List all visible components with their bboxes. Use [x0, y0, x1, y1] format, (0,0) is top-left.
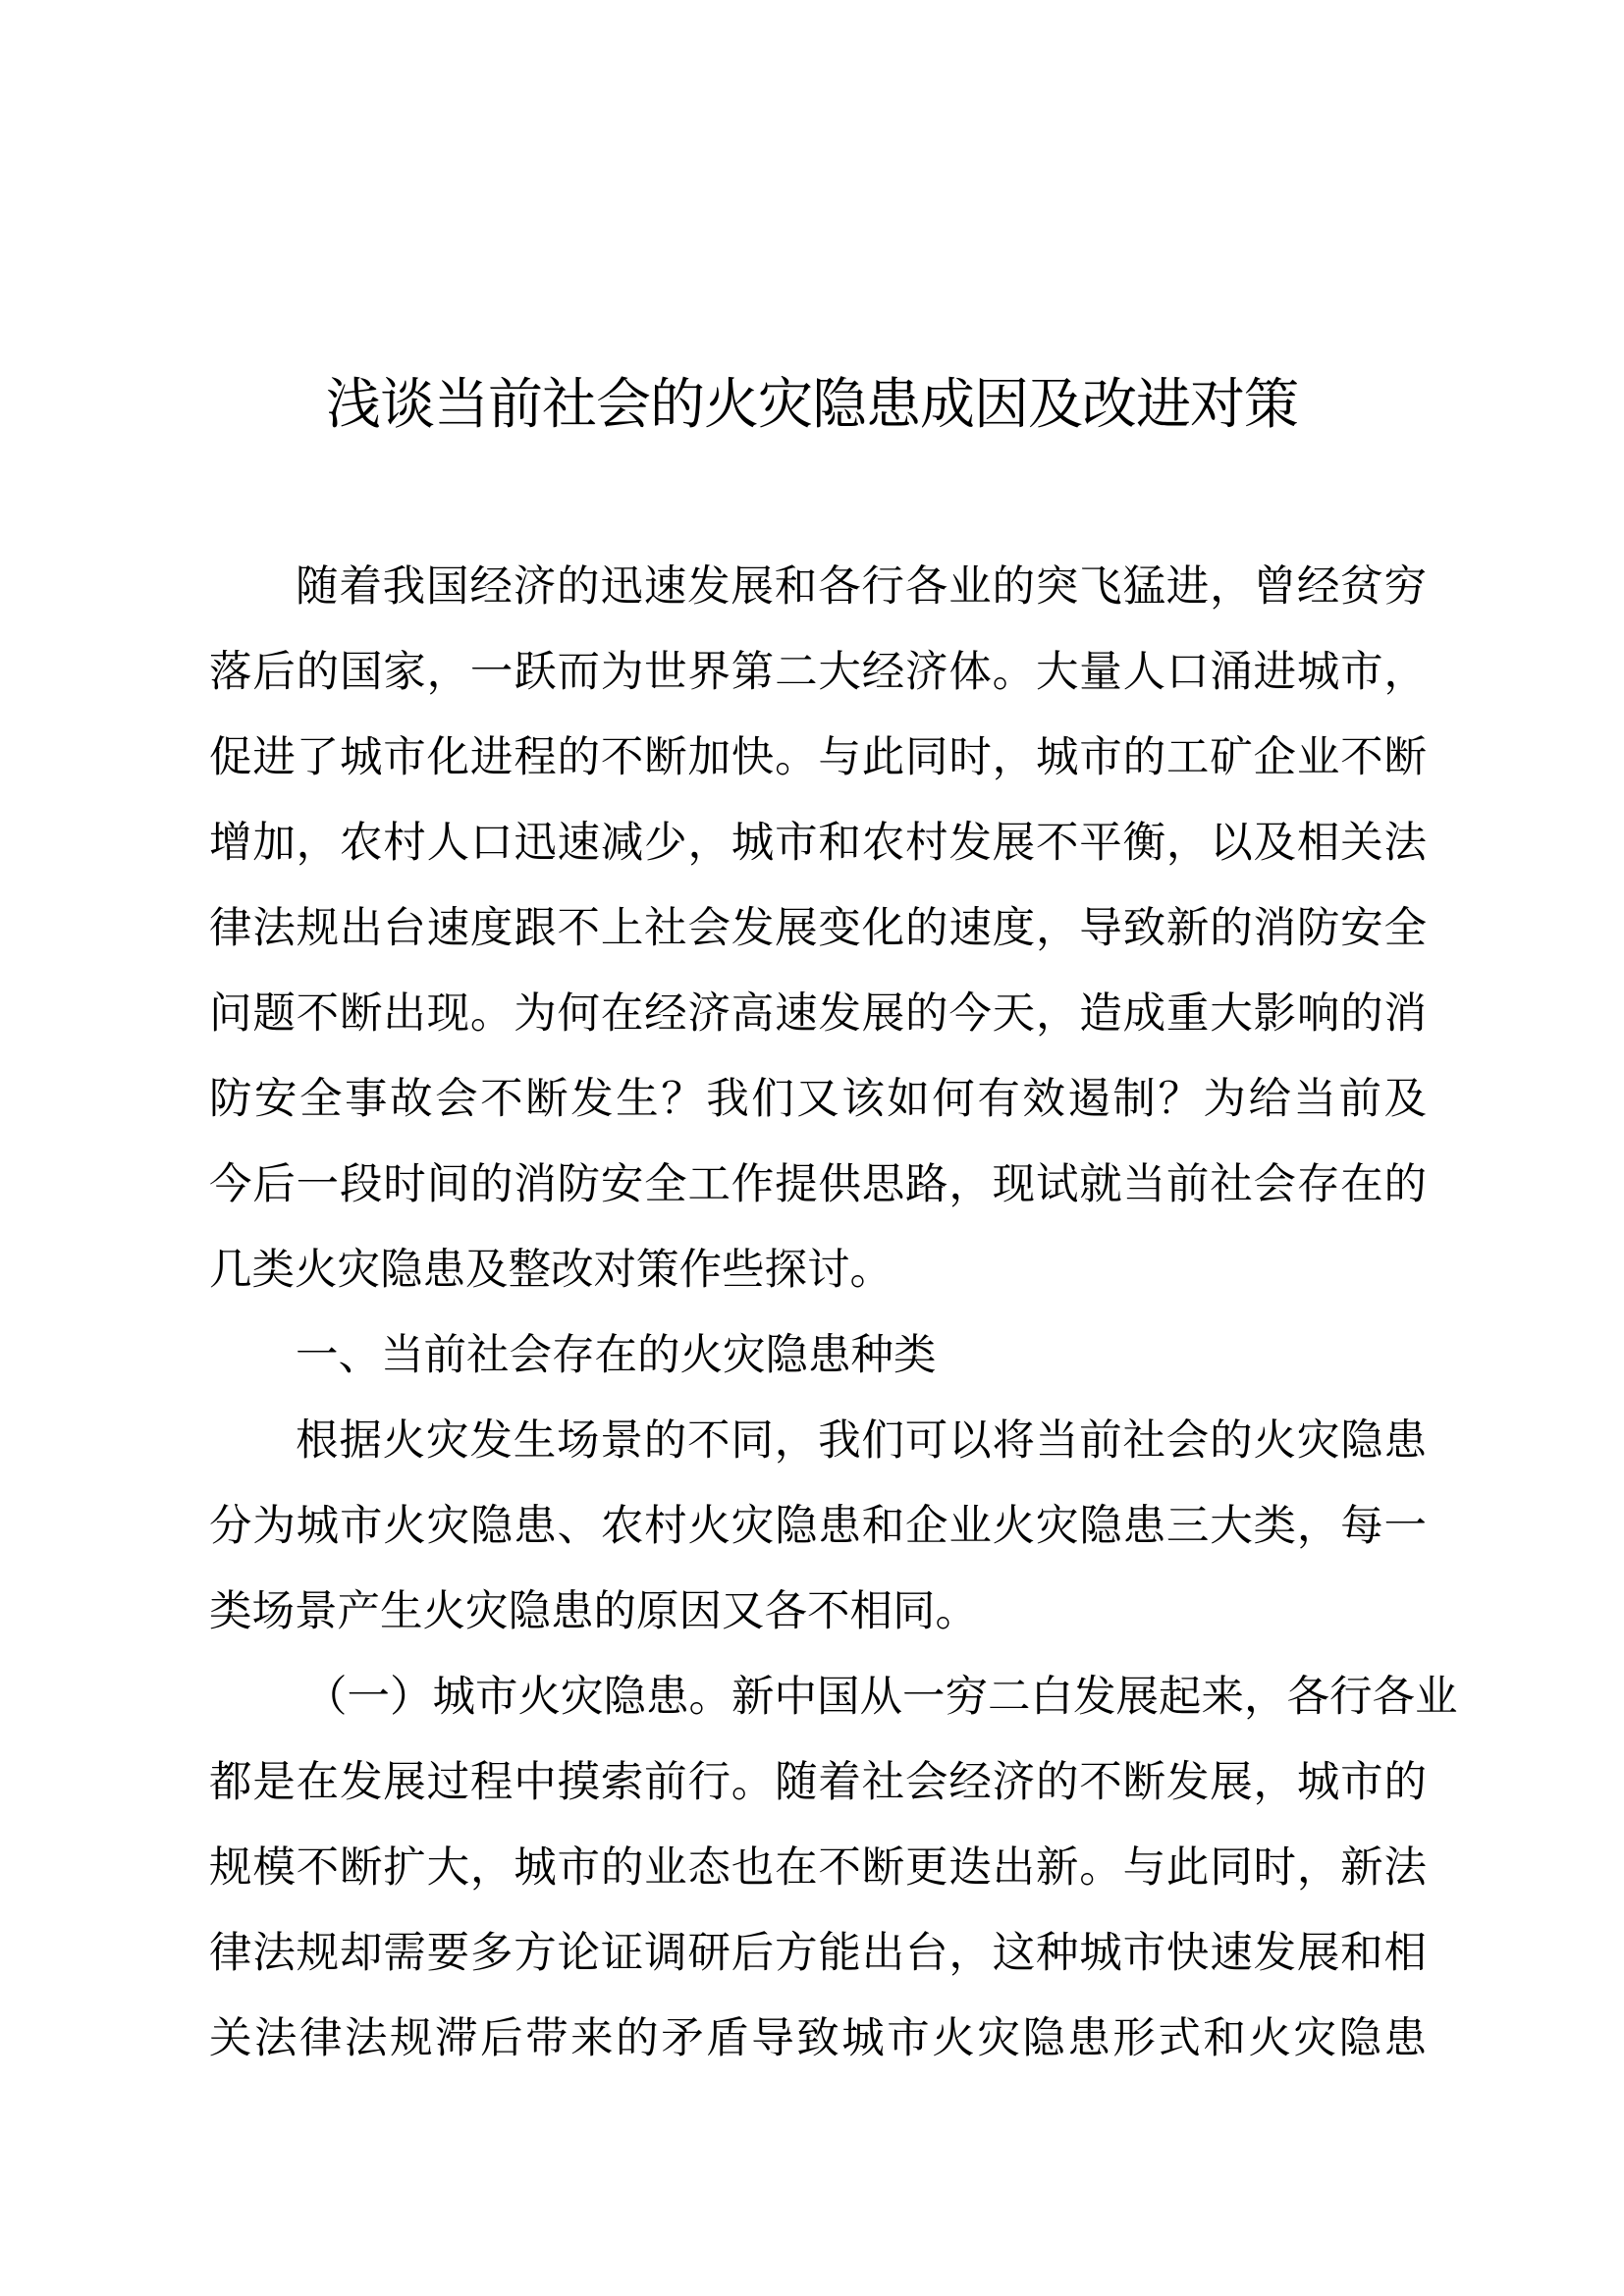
section-heading-text: 一、当前社会存在的火灾隐患种类 [296, 1331, 937, 1380]
text-line: 都是在发展过程中摸索前行。随着社会经济的不断发展，城市的 [209, 1758, 1427, 1807]
text-line: 今后一段时间的消防安全工作提供思路，现试就当前社会存在的 [209, 1160, 1427, 1209]
document-body [209, 545, 1458, 2082]
text-line: 几类火灾隐患及整改对策作些探讨。 [209, 1246, 893, 1295]
text-line: 类场景产生火灾隐患的原因又各不相同。 [209, 1587, 978, 1636]
subheading-line: （一）城市火灾隐患。新中国从一穷二白发展起来，各行各业 [304, 1673, 1458, 1722]
text-line: 随着我国经济的迅速发展和各行各业的突飞猛进，曾经贫穷 [296, 562, 1427, 612]
text-line: 关法律法规滞后带来的矛盾导致城市火灾隐患形式和火灾隐患 [209, 2014, 1427, 2063]
text-line: 防安全事故会不断发生？我们又该如何有效遏制？为给当前及 [209, 1075, 1427, 1124]
section-heading [209, 1313, 1427, 1399]
text-line: 分为城市火灾隐患、农村火灾隐患和企业火灾隐患三大类，每一 [209, 1502, 1427, 1551]
text-line: 促进了城市化进程的不断加快。与此同时，城市的工矿企业不断 [209, 733, 1427, 782]
text-line: 律法规却需要多方论证调研后方能出台，这种城市快速发展和相 [209, 1929, 1427, 1978]
text-line: 根据火灾发生场景的不同，我们可以将当前社会的火灾隐患 [296, 1416, 1427, 1466]
paragraph-intro [209, 545, 1427, 1313]
text-line: 律法规出台速度跟不上社会发展变化的速度，导致新的消防安全 [209, 904, 1427, 953]
text-line: 问题不断出现。为何在经济高速发展的今天，造成重大影响的消 [209, 989, 1427, 1039]
paragraph-categories [209, 1399, 1427, 1655]
text-line: 增加，农村人口迅速减少，城市和农村发展不平衡，以及相关法 [209, 819, 1427, 868]
paragraph-urban-hazards [209, 1655, 1458, 2082]
text-line: 落后的国家，一跃而为世界第二大经济体。大量人口涌进城市， [209, 648, 1427, 697]
document-title: 浅谈当前社会的火灾隐患成因及改进对策 [326, 373, 1298, 437]
text-line: 规模不断扩大，城市的业态也在不断更迭出新。与此同时，新法 [209, 1843, 1427, 1893]
